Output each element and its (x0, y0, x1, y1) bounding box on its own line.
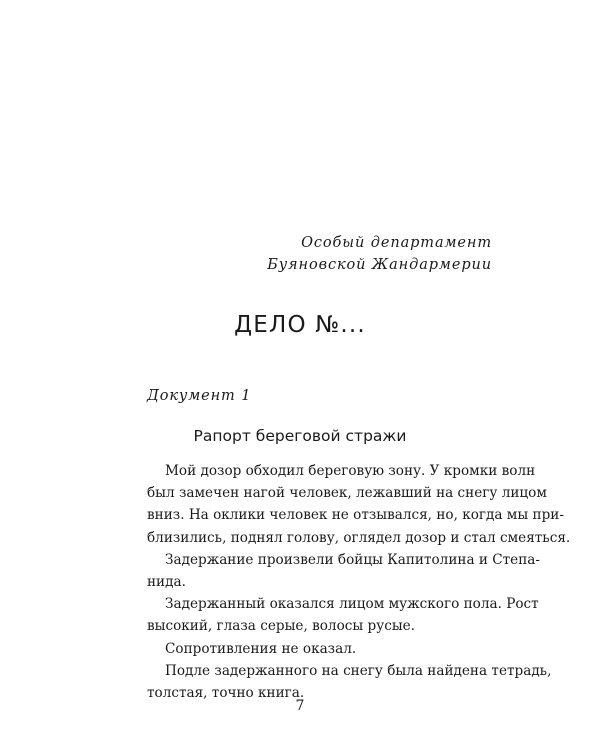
text-line: нида. (147, 574, 186, 591)
department-header (267, 232, 492, 276)
department-line-1: Особый департамент (301, 235, 492, 251)
page-number: 7 (295, 698, 305, 714)
case-title: ДЕЛО №... (234, 312, 366, 338)
report-body (147, 460, 571, 704)
text-line: высокий, глаза серые, волосы русые. (147, 618, 416, 635)
text-line: Подле задержанного на снегу была найдена тетрадь, (165, 662, 552, 679)
text-line: близились, поднял голову, оглядел дозор и стал смеяться. (147, 529, 571, 546)
text-line: Задержанный оказался лицом мужского пола. Рост (165, 596, 539, 613)
text-line: был замечен нагой человек, лежавший на снегу лицом (147, 485, 547, 502)
text-line: Мой дозор обходил береговую зону. У кромки волн (165, 463, 536, 479)
text-line: толстая, точно книга. (147, 685, 305, 702)
text-line: Сопротивления не оказал. (165, 640, 357, 657)
text-line: Задержание произвели бойцы Капитолина и Степа- (165, 551, 540, 568)
department-line-2: Буяновской Жандармерии (267, 257, 492, 273)
text-line: вниз. На оклики человек не отзывался, но, когда мы при- (147, 507, 564, 524)
document-heading: Рапорт береговой стражи (193, 427, 407, 445)
document-label: Документ 1 (147, 388, 252, 404)
